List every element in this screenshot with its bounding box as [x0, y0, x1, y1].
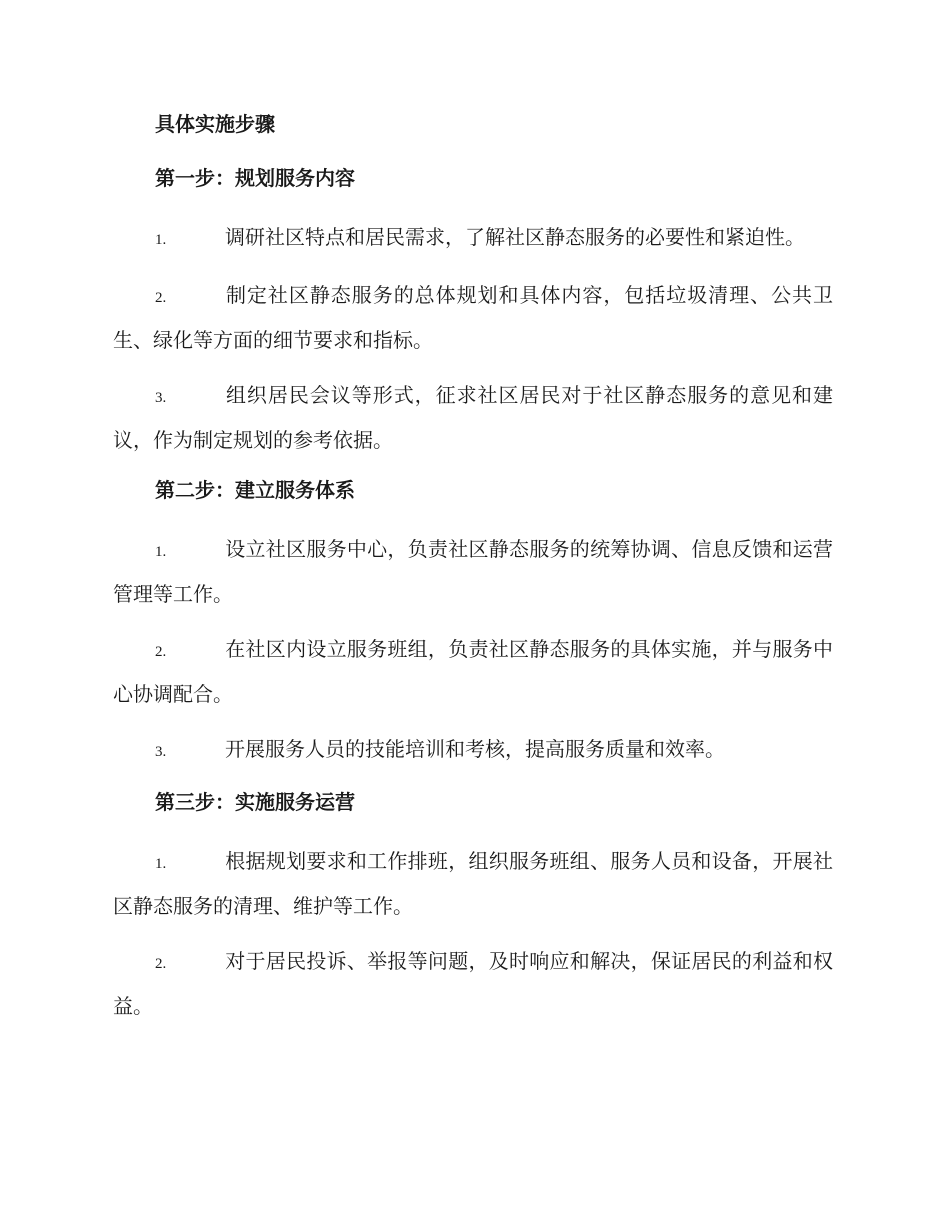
list-item-text: 调研社区特点和居民需求，了解社区静态服务的必要性和紧迫性。	[225, 225, 805, 249]
list-item-text: 组织居民会议等形式，征求社区居民对于社区静态服务的意见和建议，作为制定规划的参考依据。	[113, 383, 833, 452]
list-item-text: 在社区内设立服务班组，负责社区静态服务的具体实施，并与服务中心协调配合。	[113, 637, 833, 706]
list-item-number: 2.	[155, 956, 167, 972]
list-item	[113, 216, 833, 261]
list-item-number: 1.	[155, 544, 167, 560]
list-item-number: 3.	[155, 744, 167, 760]
document-body	[113, 108, 833, 1040]
list-item	[113, 940, 833, 1027]
list-item-text: 对于居民投诉、举报等问题，及时响应和解决，保证居民的利益和权益。	[113, 949, 833, 1018]
list-item	[113, 274, 833, 361]
list-item-text: 根据规划要求和工作排班，组织服务班组、服务人员和设备，开展社区静态服务的清理、维护等工作。	[113, 849, 833, 918]
list-item-number: 2.	[155, 290, 167, 306]
document-title: 具体实施步骤	[155, 112, 275, 136]
section-heading: 第三步：实施服务运营	[155, 790, 355, 814]
list-item	[113, 840, 833, 927]
list-item-number: 2.	[155, 644, 167, 660]
list-item-number: 1.	[155, 856, 167, 872]
list-item	[113, 728, 833, 773]
list-item-text: 制定社区静态服务的总体规划和具体内容，包括垃圾清理、公共卫生、绿化等方面的细节要求和指标。	[113, 283, 833, 352]
list-item	[113, 528, 833, 615]
list-item	[113, 374, 833, 461]
list-item-text: 设立社区服务中心，负责社区静态服务的统筹协调、信息反馈和运营管理等工作。	[113, 537, 833, 606]
section-heading: 第一步：规划服务内容	[155, 166, 355, 190]
section-heading: 第二步：建立服务体系	[155, 478, 355, 502]
list-item-text: 开展服务人员的技能培训和考核，提高服务质量和效率。	[225, 737, 725, 761]
list-item	[113, 628, 833, 715]
list-item-number: 3.	[155, 390, 167, 406]
list-item-number: 1.	[155, 232, 167, 248]
